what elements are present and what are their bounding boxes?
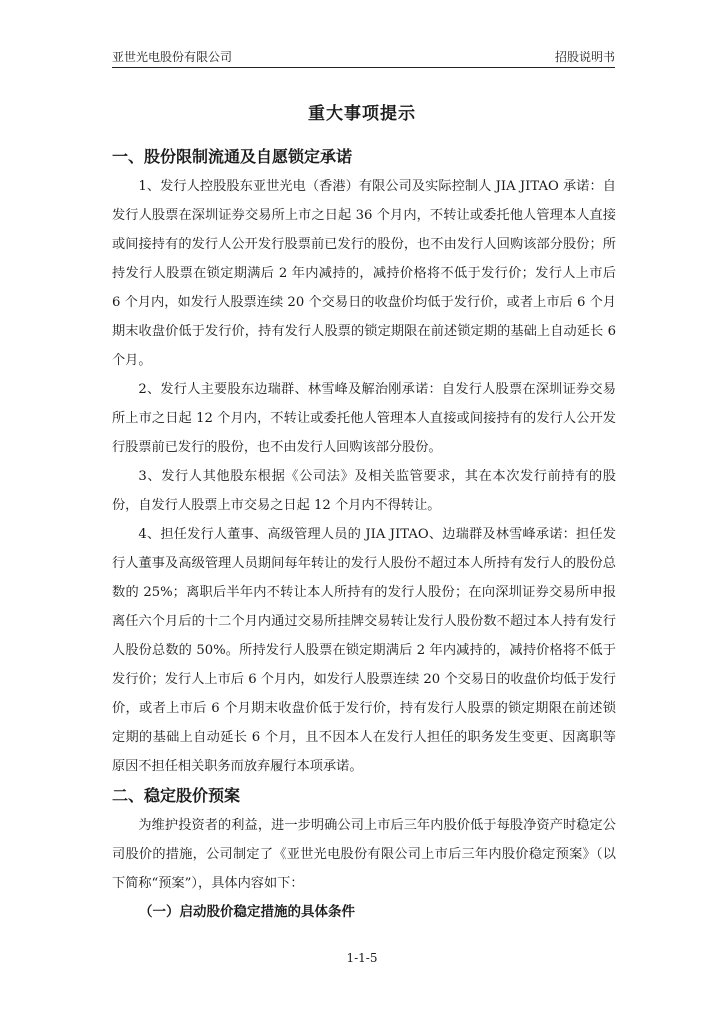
lockup-paragraph-4: 4、担任发行人董事、高级管理人员的 JIA JITAO、边瑞群及林雪峰承诺：担任发行人董事及高级管理人员期间每年转让的发行人股份不超过本人所持有发行人的股份总数的 25%；离职后半年内不转让本人所持有的发行人股份；在向深圳证券交易所申报离任六个月后的十二个月内通过交易所挂牌交易转让发行人股份数不超过本人持有发行人股份总数的 50%。所持发行人股票在锁定期满后 2 年内减持的，减持价格将不低于发行价；发行人上市后 6 个月内，如发行人股票连续 20 个交易日的收盘价均低于发行价，或者上市后 6 个月期末收盘价低于发行价，持有发行人股票的锁定期限在前述锁定期的基础上自动延长 6 个月，且不因本人在发行人担任的职务发生变更、因离职等原因不担任相关职务而放弃履行本项承诺。	[112, 527, 616, 774]
page-number: 1-1-5	[346, 951, 378, 965]
lockup-paragraph-3: 3、发行人其他股东根据《公司法》及相关监管要求，其在本次发行前持有的股份，自发行人股票上市交易之日起 12 个月内不得转让。	[112, 469, 616, 513]
header-document-type: 招股说明书	[554, 50, 615, 64]
document-body	[112, 142, 616, 927]
header-company-name: 亚世光电股份有限公司	[112, 50, 233, 64]
section-heading-lockup: 一、股份限制流通及自愿锁定承诺	[112, 147, 353, 166]
stabilization-paragraph-1: 为维护投资者的利益，进一步明确公司上市后三年内股价低于每股净资产时稳定公司股价的措施，公司制定了《亚世光电股份有限公司上市后三年内股价稳定预案》（以下简称“预案”），具体内容如下：	[112, 818, 616, 891]
lockup-paragraph-1: 1、发行人控股股东亚世光电（香港）有限公司及实际控制人 JIA JITAO 承诺：自发行人股票在深圳证券交易所上市之日起 36 个月内，不转让或委托他人管理本人直接或间接持有的发行人公开发行股票前已发行的股份，也不由发行人回购该部分股份；所持发行人股票在锁定期满后 2 年内减持的，减持价格将不低于发行价；发行人上市后 6 个月内，如发行人股票连续 20 个交易日的收盘价均低于发行价，或者上市后 6 个月期末收盘价低于发行价，持有发行人股票的锁定期限在前述锁定期的基础上自动延长 6 个月。	[112, 179, 616, 368]
lockup-paragraph-2: 2、发行人主要股东边瑞群、林雪峰及解治刚承诺：自发行人股票在深圳证券交易所上市之日起 12 个月内，不转让或委托他人管理本人直接或间接持有的发行人公开发行股票前已发行的股份，也不由发行人回购该部分股份。	[112, 382, 616, 455]
page-title: 重大事项提示	[308, 104, 416, 124]
subsection-heading-trigger-conditions: （一）启动股价稳定措施的具体条件	[139, 904, 355, 920]
page-header	[112, 49, 615, 68]
section-heading-stabilization: 二、稳定股价预案	[112, 786, 241, 805]
